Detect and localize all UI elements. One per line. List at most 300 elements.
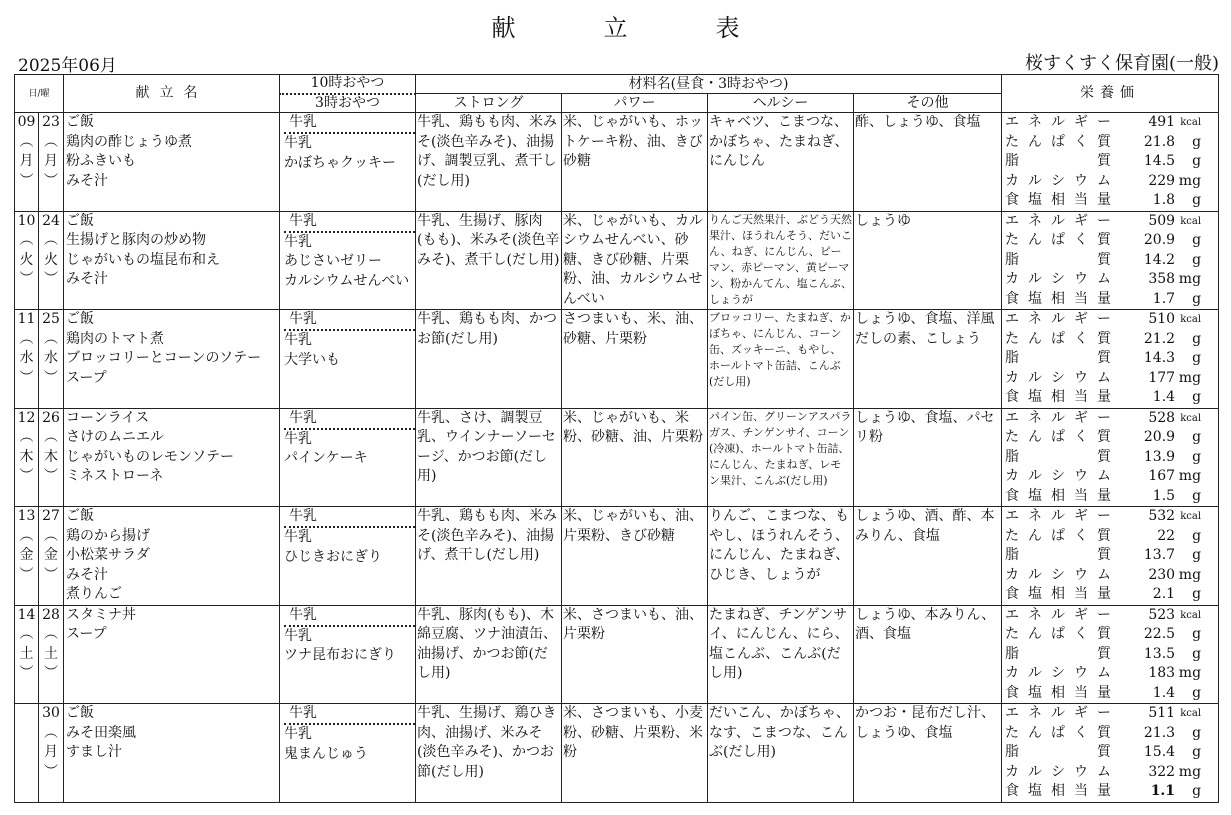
healthy-ingredients: パイン缶、グリーンアスパラガス、チンゲンサイ、コーン(冷凍)、ホールトマト缶詰、にんじん、たまねぎ、レモン果汁、こんぶ(だし用) xyxy=(708,408,854,507)
nutrient-unit: g xyxy=(1192,290,1202,307)
nutrient-label-char: ギ xyxy=(1074,409,1089,426)
nutrient-label xyxy=(1005,507,1111,527)
nutrient-label-char: た xyxy=(1005,527,1020,544)
nutrient-unit: mg xyxy=(1178,763,1202,780)
healthy-ingredients: たまねぎ、チンゲンサイ、にんじん、にら、塩こんぶ、こんぶ(だし用) xyxy=(708,605,854,704)
paren-close: ︶ xyxy=(19,468,34,484)
paren-close: ︶ xyxy=(44,566,58,583)
nutrient-label-char: 質 xyxy=(1097,626,1112,642)
nutrient-label-char: ぱ xyxy=(1051,527,1066,544)
nutrient-unit: g xyxy=(1192,684,1202,701)
menu-cell xyxy=(64,310,280,409)
nutrient-value: 167 xyxy=(1148,468,1176,484)
nutrient-unit: g xyxy=(1192,192,1202,208)
nutrient-label-char: ネ xyxy=(1028,705,1043,721)
menu-item: 鶏のから揚げ xyxy=(66,527,151,544)
snack3-item: カルシウムせんべい xyxy=(284,272,410,289)
snack3-item: 牛乳 xyxy=(284,627,313,644)
date-number: 30 xyxy=(42,705,60,721)
nutrient-unit: kcal xyxy=(1180,215,1202,227)
nutrient-label-char xyxy=(1074,349,1088,369)
snack3-item: 大学いも xyxy=(284,351,341,368)
paren-open: ︵ xyxy=(19,429,34,445)
nutrient-label-char: く xyxy=(1074,232,1089,248)
nutrient-row xyxy=(1005,369,1216,389)
nutrient-label-char xyxy=(1074,743,1088,763)
nutrient-unit: g xyxy=(1192,724,1202,741)
nutrient-label-char: ネ xyxy=(1028,606,1043,623)
menu-item: ご飯 xyxy=(66,705,95,721)
nutrient-label-char: ー xyxy=(1097,508,1112,524)
snack3-item: かぼちゃクッキー xyxy=(284,154,397,171)
healthy-ingredients: キャベツ、こまつな、かぼちゃ、たまねぎ、にんじん xyxy=(708,113,854,212)
nutrient-label-char: ウ xyxy=(1074,665,1089,681)
nutrient-row xyxy=(1005,330,1216,350)
paren-open: ︵ xyxy=(44,133,58,150)
snack10-item: 牛乳 xyxy=(284,704,415,725)
menu-cell xyxy=(64,211,280,310)
nutrient-label-char: 質 xyxy=(1097,547,1112,563)
menu-cell xyxy=(64,704,280,803)
nutrient-label xyxy=(1005,704,1111,724)
nutrient-unit: g xyxy=(1192,487,1202,504)
nutrient-value: 14.3 xyxy=(1143,350,1176,366)
power-header: パワー xyxy=(562,94,708,113)
nutrient-row xyxy=(1005,133,1216,153)
weekday: 金 xyxy=(44,547,58,563)
nutrient-label xyxy=(1005,428,1111,448)
paren-close: ︶ xyxy=(19,665,34,681)
nutrient-unit: kcal xyxy=(1180,412,1202,424)
snack3-item: 牛乳 xyxy=(284,529,313,545)
nutrient-label-char: シ xyxy=(1051,566,1066,583)
nutrient-label-char: エ xyxy=(1005,311,1020,327)
weekday: 金 xyxy=(19,547,34,563)
paren-close: ︶ xyxy=(44,172,58,189)
nutrient-label-char: ネ xyxy=(1028,212,1043,229)
day-row xyxy=(15,605,1219,704)
power-ingredients: さつまいも、米、油、砂糖、片栗粉 xyxy=(562,310,708,409)
date-number: 14 xyxy=(17,606,36,623)
date-number: 25 xyxy=(42,311,60,327)
nutrient-label xyxy=(1005,349,1111,369)
nutrient-label-char xyxy=(1028,448,1042,468)
nutrient-label-char: 当 xyxy=(1074,783,1089,799)
nutrient-label-char: ル xyxy=(1028,468,1043,484)
nutrient-row xyxy=(1005,625,1216,645)
menu-item: 粉ふきいも xyxy=(66,153,137,169)
nutrient-label-char: 量 xyxy=(1097,783,1112,799)
nutrient-label-char: シ xyxy=(1051,369,1066,386)
nutrient-label-char: ぱ xyxy=(1051,429,1066,445)
nutrient-label-char: 相 xyxy=(1051,783,1066,799)
nutrient-label-char: 相 xyxy=(1051,290,1066,307)
nutrient-row xyxy=(1005,743,1216,763)
nutrient-label-char: ギ xyxy=(1074,705,1089,721)
nutrition-cell xyxy=(1002,605,1219,704)
nutrient-label-char: ネ xyxy=(1028,311,1043,327)
nutrient-row xyxy=(1005,349,1216,369)
nutrient-value: 21.2 xyxy=(1143,330,1176,347)
nutrient-label-char: 当 xyxy=(1074,487,1089,504)
date-cell-first xyxy=(15,507,39,606)
menu-item: スープ xyxy=(66,626,107,642)
nutrient-label-char: 質 xyxy=(1097,429,1112,445)
nutrient-label-char: 塩 xyxy=(1028,389,1043,405)
menu-item: みそ田楽風 xyxy=(66,724,137,741)
nutrient-label-char: 食 xyxy=(1005,192,1020,208)
nutrient-row xyxy=(1005,724,1216,744)
nutrient-label-char: 質 xyxy=(1097,330,1112,347)
nutrient-label-char: 質 xyxy=(1097,448,1112,465)
menu-item: ご飯 xyxy=(66,311,95,327)
nutrient-label-char: く xyxy=(1074,527,1089,544)
nutrient-unit: g xyxy=(1192,153,1202,169)
nutrient-unit: g xyxy=(1192,330,1202,347)
nutrient-label-char: ル xyxy=(1051,311,1066,327)
nutrient-label-char: 量 xyxy=(1097,684,1112,701)
weekday: 火 xyxy=(19,251,34,268)
nutrient-label xyxy=(1005,684,1111,704)
snack10-item: 牛乳 xyxy=(284,606,415,627)
paren-open: ︵ xyxy=(19,527,34,544)
nutrient-unit: g xyxy=(1192,251,1202,268)
nutrient-value: 15.4 xyxy=(1143,744,1176,760)
paren-close: ︶ xyxy=(44,271,58,287)
nutrient-unit: kcal xyxy=(1180,708,1202,719)
power-ingredients: 米、じゃがいも、米粉、砂糖、油、片栗粉 xyxy=(562,408,708,507)
healthy-header: ヘルシー xyxy=(708,94,854,113)
nutrient-label-char: 当 xyxy=(1074,192,1089,208)
paren-close: ︶ xyxy=(19,271,34,287)
other-ingredients: しょうゆ xyxy=(854,211,1002,310)
nutrient-label-char: 当 xyxy=(1074,290,1089,307)
snack3-item: 牛乳 xyxy=(284,430,313,447)
nutrient-label-char: ル xyxy=(1028,271,1043,287)
snack10-item: 牛乳 xyxy=(284,212,415,233)
nutrient-label xyxy=(1005,546,1111,566)
weekday: 木 xyxy=(19,448,34,465)
nutrient-label-char: 相 xyxy=(1051,487,1066,504)
nutrient-label-char: ん xyxy=(1028,626,1043,642)
nutrient-row xyxy=(1005,546,1216,566)
nutrient-label-char: ム xyxy=(1097,172,1112,189)
menu-item: みそ汁 xyxy=(66,566,109,583)
snack10-item: 牛乳 xyxy=(284,507,415,528)
nutrient-label-char: ー xyxy=(1097,409,1112,426)
menu-item: スープ xyxy=(66,369,107,386)
nutrient-label-char xyxy=(1074,448,1088,468)
nutrient-label-char: 量 xyxy=(1097,487,1112,504)
nutrient-label-char xyxy=(1028,645,1042,665)
nutrient-label-char: ネ xyxy=(1028,114,1043,130)
nutrient-label-char: ル xyxy=(1051,508,1066,524)
strong-ingredients: 牛乳、鶏もも肉、米みそ(淡色辛みそ)、油揚げ、煮干し(だし用) xyxy=(416,507,562,606)
nutrient-label-char: 食 xyxy=(1005,586,1020,602)
menu-item: 小松菜サラダ xyxy=(66,547,150,563)
nutrient-label-char: ル xyxy=(1028,566,1043,583)
nutrient-label-char: ー xyxy=(1097,311,1112,327)
snack3-item: 鬼まんじゅう xyxy=(284,745,369,762)
nutrient-value: 13.7 xyxy=(1143,547,1176,563)
nutrient-label-char: 相 xyxy=(1051,586,1066,602)
paren-open: ︵ xyxy=(19,626,34,642)
weekday: 土 xyxy=(19,645,34,662)
snack-cell xyxy=(280,310,416,409)
nutrient-value: 1.5 xyxy=(1152,487,1176,504)
nutrient-label-char: ん xyxy=(1028,527,1043,544)
menu-item: 鶏肉の酢じょうゆ煮 xyxy=(66,133,193,150)
nutrient-label-char: ぱ xyxy=(1051,626,1066,642)
nutrient-label-char: 塩 xyxy=(1028,684,1043,701)
nutrient-label xyxy=(1005,369,1111,389)
strong-ingredients: 牛乳、さけ、調製豆乳、ウインナーソーセージ、かつお節(だし用) xyxy=(416,408,562,507)
nutrient-label-char: カ xyxy=(1005,566,1020,583)
nutrient-unit: mg xyxy=(1178,468,1202,484)
menu-item: 鶏肉のトマト煮 xyxy=(66,330,165,347)
nutrient-label xyxy=(1005,645,1111,665)
nutrient-label xyxy=(1005,625,1111,645)
nutrient-label-char: 食 xyxy=(1005,487,1020,504)
nutrient-label-char: 質 xyxy=(1097,232,1112,248)
nutrient-unit: mg xyxy=(1178,665,1202,681)
nutrient-label-char: エ xyxy=(1005,606,1020,623)
nutrient-label-char: カ xyxy=(1005,369,1020,386)
menu-item: ご飯 xyxy=(66,114,95,130)
nutrient-row xyxy=(1005,467,1216,487)
menu-item: ご飯 xyxy=(66,212,95,229)
nutrient-label-char: 量 xyxy=(1097,290,1112,307)
nutrient-value: 177 xyxy=(1148,369,1176,386)
snack3-item: 牛乳 xyxy=(284,726,313,742)
menu-item: じゃがいもの塩昆布和え xyxy=(66,251,221,268)
nutrient-label-char: ル xyxy=(1051,705,1066,721)
nutrient-unit: mg xyxy=(1178,271,1202,287)
nutrient-label-char: ぱ xyxy=(1051,330,1066,347)
nutrient-value: 1.7 xyxy=(1152,290,1176,307)
nutrient-row xyxy=(1005,310,1216,330)
menu-body xyxy=(15,113,1219,803)
nutrient-label-char: ネ xyxy=(1028,409,1043,426)
nutrient-label-char: ん xyxy=(1028,429,1043,445)
nutrient-label-char: ギ xyxy=(1074,508,1089,524)
snack3-item: 牛乳 xyxy=(284,233,313,250)
paren-close: ︶ xyxy=(44,665,58,681)
nutrient-label-char: シ xyxy=(1051,763,1066,780)
nutrient-row xyxy=(1005,270,1216,290)
nutrient-value: 20.9 xyxy=(1143,232,1176,248)
nutrient-label-char: エ xyxy=(1005,508,1020,524)
nutrient-value: 523 xyxy=(1148,606,1176,623)
nutrient-value: 21.3 xyxy=(1143,724,1176,741)
nutrient-label-char: ウ xyxy=(1074,468,1089,484)
menu-item: ミネストローネ xyxy=(66,468,164,484)
nutrient-value: 183 xyxy=(1148,665,1176,681)
nutrient-value: 22 xyxy=(1157,527,1176,544)
date-cell-first xyxy=(15,605,39,704)
page-title: 献立表 xyxy=(491,14,828,42)
nutrient-label-char: 質 xyxy=(1097,350,1112,366)
nutrient-row xyxy=(1005,585,1216,605)
other-ingredients: しょうゆ、酒、酢、本みりん、食塩 xyxy=(854,507,1002,606)
nutrient-label-char: ウ xyxy=(1074,369,1089,386)
nutrition-header: 栄養価 xyxy=(1002,75,1219,113)
nutrient-row xyxy=(1005,231,1216,251)
nutrient-label-char: ぱ xyxy=(1051,724,1066,741)
nutrient-label-char: カ xyxy=(1005,172,1020,189)
nutrient-label xyxy=(1005,330,1111,350)
nutrient-label-char: ギ xyxy=(1074,114,1089,130)
nutrient-label xyxy=(1005,270,1111,290)
nutrient-label-char: ん xyxy=(1028,724,1043,741)
snack10-item: 牛乳 xyxy=(284,409,415,430)
nutrient-row xyxy=(1005,782,1216,802)
nutrient-label-char: カ xyxy=(1005,468,1020,484)
nutrient-label xyxy=(1005,212,1111,232)
nutrient-label-char: 量 xyxy=(1097,192,1112,208)
nutrient-row xyxy=(1005,645,1216,665)
nutrient-value: 528 xyxy=(1148,409,1176,426)
nutrient-label xyxy=(1005,566,1111,586)
nutrient-label xyxy=(1005,388,1111,408)
date-cell-first xyxy=(15,408,39,507)
nutrient-row xyxy=(1005,172,1216,192)
nutrient-label-char: ル xyxy=(1028,665,1043,681)
power-ingredients: 米、じゃがいも、カルシウムせんべい、砂糖、きび砂糖、片栗粉、油、カルシウムせんべい xyxy=(562,211,708,310)
date-cell-second xyxy=(39,704,64,803)
nutrient-unit: g xyxy=(1192,350,1202,366)
nutrient-value: 322 xyxy=(1148,763,1176,780)
nutrient-label-char: 量 xyxy=(1097,586,1112,602)
snack3-item: あじさいゼリー xyxy=(284,253,383,269)
snack10-item: 牛乳 xyxy=(284,113,415,134)
nutrient-label-char: ー xyxy=(1097,705,1112,721)
nutrient-label-char: エ xyxy=(1005,114,1020,130)
nutrient-label-char: 相 xyxy=(1051,684,1066,701)
nutrient-row xyxy=(1005,664,1216,684)
nutrient-label-char: ぱ xyxy=(1051,133,1066,150)
nutrient-label xyxy=(1005,409,1111,429)
nutrient-value: 1.1 xyxy=(1150,783,1176,799)
nutrient-label xyxy=(1005,743,1111,763)
nutrient-value: 13.9 xyxy=(1143,448,1176,465)
menu-item: みそ汁 xyxy=(66,172,109,189)
nutrient-label-char: ー xyxy=(1097,114,1112,130)
nutrient-value: 2.1 xyxy=(1152,586,1176,602)
nutrient-label-char: 相 xyxy=(1051,192,1066,208)
power-ingredients: 米、じゃがいも、油、片栗粉、きび砂糖 xyxy=(562,507,708,606)
nutrient-value: 532 xyxy=(1148,508,1176,524)
nutrient-label xyxy=(1005,782,1111,802)
nutrient-label-char: ル xyxy=(1028,369,1043,386)
nutrient-label-char xyxy=(1051,349,1065,369)
nutrient-label-char: シ xyxy=(1051,172,1066,189)
snack3-item: パインケーキ xyxy=(284,450,368,466)
nutrient-row xyxy=(1005,684,1216,704)
menu-item: 煮りんご xyxy=(66,586,123,602)
nutrient-row xyxy=(1005,152,1216,172)
menu-item: ブロッコリーとコーンのソテー xyxy=(66,350,262,366)
day-row xyxy=(15,113,1219,212)
weekday: 月 xyxy=(44,153,58,169)
nutrient-unit: kcal xyxy=(1180,117,1202,128)
date-number: 28 xyxy=(42,606,60,623)
nutrient-label-char: く xyxy=(1074,724,1089,741)
date-number: 12 xyxy=(17,409,36,426)
date-number: 10 xyxy=(17,212,36,229)
menu-cell xyxy=(64,605,280,704)
power-ingredients: 米、さつまいも、小麦粉、砂糖、片栗粉、米粉 xyxy=(562,704,708,803)
paren-open: ︵ xyxy=(44,724,58,741)
nutrient-label xyxy=(1005,133,1111,153)
paren-close: ︶ xyxy=(44,763,58,780)
paren-open: ︵ xyxy=(44,527,58,544)
weekday: 月 xyxy=(19,153,34,169)
nutrient-label-char: 食 xyxy=(1005,783,1020,799)
nutrient-label-char: 当 xyxy=(1074,684,1089,701)
nutrition-cell xyxy=(1002,704,1219,803)
paren-open: ︵ xyxy=(44,330,58,347)
nutrient-row xyxy=(1005,428,1216,448)
nutrient-value: 14.2 xyxy=(1143,251,1176,268)
nutrient-unit: kcal xyxy=(1180,314,1202,325)
nutrient-label-char: 脂 xyxy=(1005,251,1020,268)
nutrient-label-char: ム xyxy=(1097,271,1112,287)
nutrient-label-char: 量 xyxy=(1097,389,1112,405)
weekday: 水 xyxy=(44,350,58,366)
nutrient-label-char xyxy=(1028,743,1042,763)
nutrient-value: 510 xyxy=(1148,311,1176,327)
day-row xyxy=(15,507,1219,606)
paren-close: ︶ xyxy=(44,369,58,386)
nutrient-unit: g xyxy=(1192,783,1202,799)
nutrient-label-char: ウ xyxy=(1074,763,1089,780)
snack-cell xyxy=(280,704,416,803)
menu-cell xyxy=(64,507,280,606)
nutrient-label-char: 質 xyxy=(1097,724,1112,741)
nutrient-label-char: 塩 xyxy=(1028,487,1043,504)
nutrient-unit: mg xyxy=(1178,566,1202,583)
nutrient-label-char: ん xyxy=(1028,133,1043,150)
nutrient-label-char: ル xyxy=(1028,172,1043,189)
nutrient-row xyxy=(1005,409,1216,429)
nutrient-label xyxy=(1005,113,1111,133)
power-ingredients: 米、じゃがいも、ホットケーキ粉、油、きび砂糖 xyxy=(562,113,708,212)
weekday: 月 xyxy=(44,744,58,760)
nutrient-label-char: 脂 xyxy=(1005,645,1020,662)
nutrient-label xyxy=(1005,763,1111,783)
other-ingredients: しょうゆ、食塩、洋風だしの素、こしょう xyxy=(854,310,1002,409)
nutrient-label-char: 食 xyxy=(1005,684,1020,701)
date-cell-second xyxy=(39,211,64,310)
nutrient-row xyxy=(1005,113,1216,133)
nutrient-label-char: ギ xyxy=(1074,212,1089,229)
date-number: 26 xyxy=(42,409,60,426)
nutrient-row xyxy=(1005,487,1216,507)
nutrient-label-char: 相 xyxy=(1051,389,1066,405)
paren-open: ︵ xyxy=(44,626,58,642)
snack10-item: 牛乳 xyxy=(284,310,415,331)
nutrient-label xyxy=(1005,251,1111,271)
nutrient-unit: g xyxy=(1192,527,1202,544)
healthy-ingredients: りんご、こまつな、もやし、ほうれんそう、にんじん、たまねぎ、ひじき、しょうが xyxy=(708,507,854,606)
nutrient-label-char xyxy=(1028,251,1042,271)
nutrient-label-char: ん xyxy=(1028,330,1043,347)
nutrient-label-char: ん xyxy=(1028,232,1043,248)
nutrient-label-char: エ xyxy=(1005,212,1020,229)
other-ingredients: しょうゆ、食塩、パセリ粉 xyxy=(854,408,1002,507)
nutrient-label-char: 脂 xyxy=(1005,547,1020,563)
